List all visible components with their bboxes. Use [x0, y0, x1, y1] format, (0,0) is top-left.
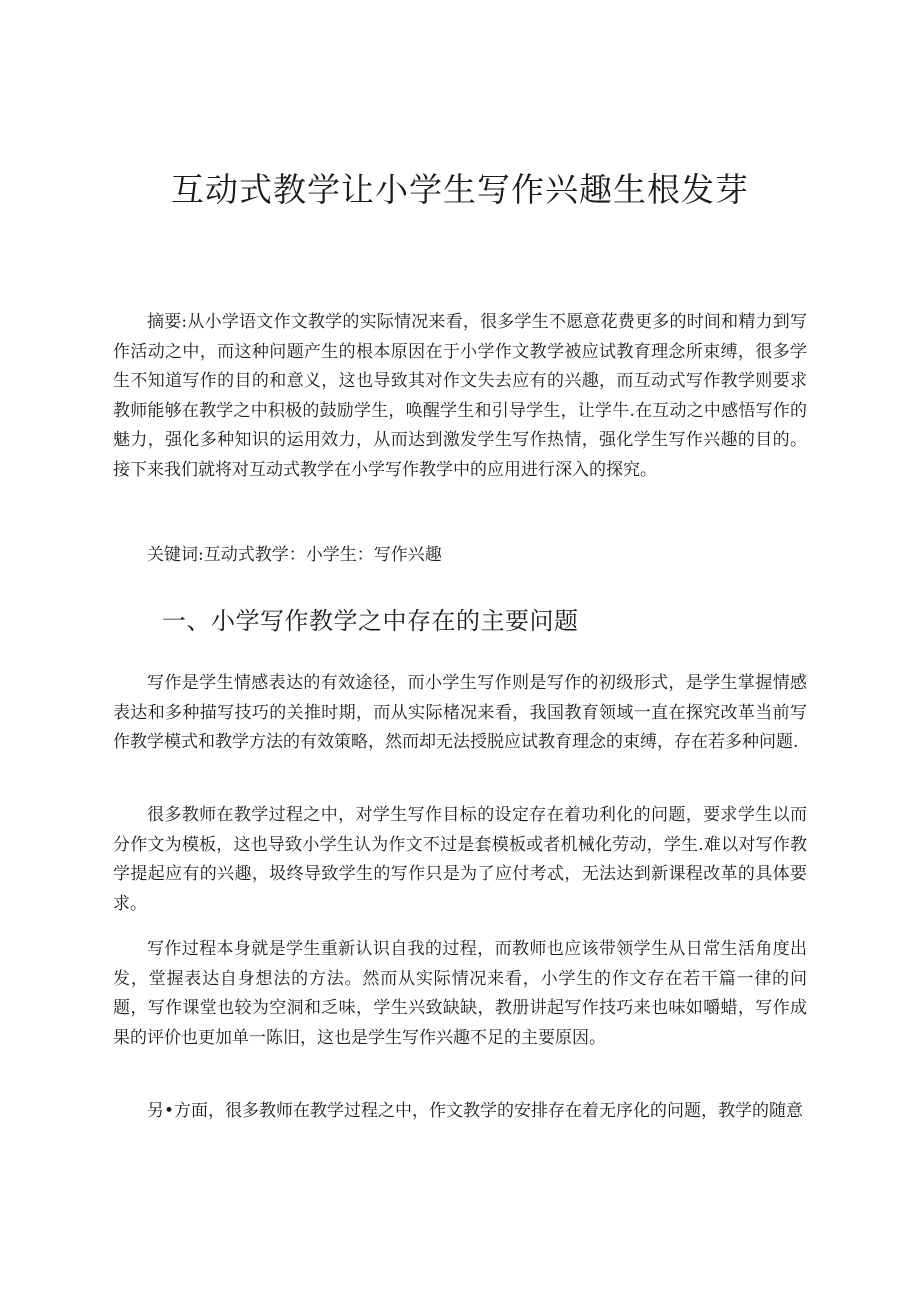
- keywords-line: [113, 541, 807, 571]
- keywords-text: 互动式教学：小学生：写作兴趣: [203, 545, 442, 565]
- abstract-paragraph: [113, 308, 807, 485]
- body-paragraph: 写作是学生情感表达的有效途径，而小学生写作则是写作的初级形式，是学生掌握情感表达和多种描写技巧的关推时期，而从实际楮况来看，我国教育领域一直在探究改革当前写作教学模式和教学方法的有效策略，然而却无法授脱应试教育理念的束缚，存在若多种问题.: [113, 673, 807, 752]
- abstract-text: 从小学语文作文教学的实际情况来看，很多学生不愿意花费更多的时间和精力到写作活动之中，而这种问题产生的根本原因在于小学作文教学被应试教育理念所束缚，很多学生不知道写作的目的和意义，这也导致其对作文失去应有的兴趣，而互动式写作教学则要求教师能够在教学之中积极的鼓励学生，唤醒学生和引导学生，让学牛.在互动之中感悟写作的魅力，强化多种知识的运用效力，从而达到激发学生写作热情，强化学生写作兴趣的目的。接下来我们就将对互动式教学在小学写作教学中的应用进行深入的探究。: [113, 312, 808, 480]
- body-paragraph: 另•方面，很多教师在教学过程之中，作文教学的安排存在着无序化的问题，教学的随意: [147, 1101, 804, 1121]
- section-heading: 一、小学写作教学之中存在的主要问题: [162, 607, 579, 635]
- document-title: 互动式教学让小学生写作兴趣生根发芽: [171, 170, 749, 209]
- keywords-label: 关键词:: [147, 545, 204, 565]
- body-paragraph: 很多教师在教学过程之中，对学生写作目标的设定存在着功利化的问题，要求学生以而分作文为模板，这也导致小学生认为作文不过是套模板或者机械化劳动，学生.难以对写作教学提起应有的兴趣，圾终导致学生的写作只是为了应付考忒，无法达到新课程改革的具体要求。: [113, 805, 807, 914]
- abstract-label: 摘要:: [147, 312, 188, 332]
- body-paragraph: 写作过程本身就是学生重新认识自我的过程，而教师也应该带领学生从日常生活角度出发，堂握表达自身想法的方法。然而从实际情况来看，小学生的作文存在若干篇一律的问题，写作课堂也较为空洞和乏味，学生兴致缺缺，教册讲起写作技巧来也味如嚼蜡，写作成果的评价也更加单一陈旧，这也是学生写作兴趣不足的主要原因。: [113, 939, 807, 1048]
